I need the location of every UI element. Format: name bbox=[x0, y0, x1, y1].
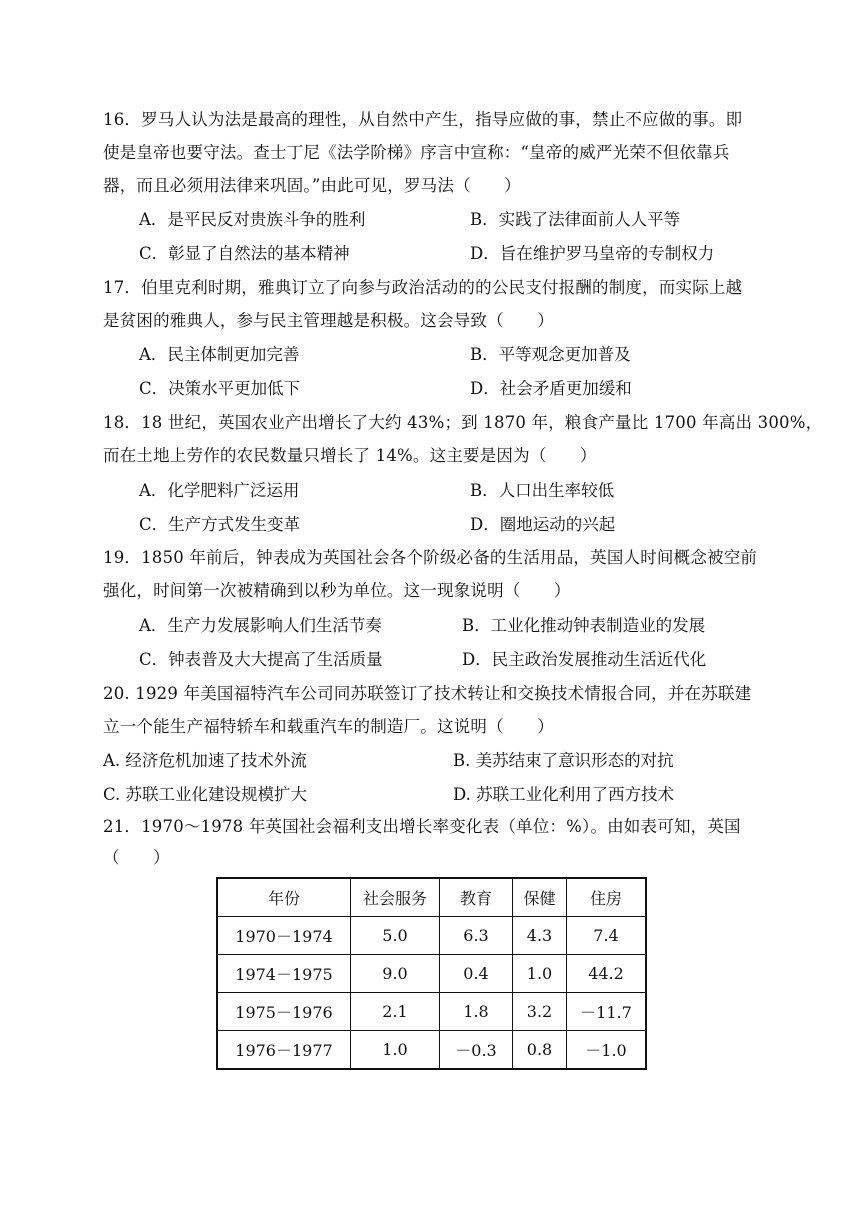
question-text-line: 19．1850 年前后，钟表成为英国社会各个阶级必备的生活用品，英国人时间概念被空前 bbox=[103, 548, 758, 567]
table-cell: 9.0 bbox=[351, 955, 440, 993]
option-d[interactable]: D．民主政治发展推动生活近代化 bbox=[462, 650, 707, 669]
table-row bbox=[217, 1031, 646, 1070]
question-text-line: 强化，时间第一次被精确到以秒为单位。这一现象说明（ ） bbox=[103, 581, 571, 600]
option-c[interactable]: C．彰显了自然法的基本精神 bbox=[139, 244, 350, 263]
option-c[interactable]: C. 苏联工业化建设规模扩大 bbox=[103, 785, 308, 804]
question-text-line: （ ） bbox=[103, 848, 170, 867]
table-cell: 6.3 bbox=[440, 917, 513, 955]
option-a[interactable]: A．民主体制更加完善 bbox=[139, 345, 300, 364]
table-cell: －1.0 bbox=[567, 1031, 647, 1070]
option-d[interactable]: D. 苏联工业化利用了西方技术 bbox=[453, 785, 675, 804]
option-d[interactable]: D．圈地运动的兴起 bbox=[470, 515, 616, 534]
question-text-line: 立一个能生产福特轿车和载重汽车的制造厂。这说明（ ） bbox=[103, 717, 554, 736]
option-a[interactable]: A．是平民反对贵族斗争的胜利 bbox=[139, 210, 366, 229]
option-c[interactable]: C．生产方式发生变革 bbox=[139, 515, 301, 534]
table-row bbox=[217, 917, 646, 955]
table-cell: 0.4 bbox=[440, 955, 513, 993]
table-cell: 1975－1976 bbox=[217, 993, 351, 1031]
option-d[interactable]: D．社会矛盾更加缓和 bbox=[470, 379, 632, 398]
option-b[interactable]: B．实践了法律面前人人平等 bbox=[470, 210, 681, 229]
table-cell: －11.7 bbox=[567, 993, 647, 1031]
option-a[interactable]: A. 经济危机加速了技术外流 bbox=[103, 751, 307, 770]
option-a[interactable]: A．化学肥料广泛运用 bbox=[139, 481, 300, 500]
table-cell: 4.3 bbox=[513, 917, 567, 955]
question-text-line: 17．伯里克利时期，雅典订立了向参与政治活动的的公民支付报酬的制度，而实际上越 bbox=[103, 278, 743, 297]
table-cell: 5.0 bbox=[351, 917, 440, 955]
table-cell: 3.2 bbox=[513, 993, 567, 1031]
table-header-cell: 住房 bbox=[567, 878, 647, 917]
table-row bbox=[217, 993, 646, 1031]
question-text-line: 16．罗马人认为法是最高的理性，从自然中产生，指导应做的事，禁止不应做的事。即 bbox=[103, 110, 743, 129]
table-cell: 1.8 bbox=[440, 993, 513, 1031]
question-text-line: 使是皇帝也要守法。查士丁尼《法学阶梯》序言中宣称：“皇帝的威严光荣不但依靠兵 bbox=[103, 143, 730, 162]
option-c[interactable]: C．决策水平更加低下 bbox=[139, 379, 301, 398]
table-header-row bbox=[217, 878, 646, 917]
table-cell: 1974－1975 bbox=[217, 955, 351, 993]
table-header-cell: 社会服务 bbox=[351, 878, 440, 917]
table-header-cell: 年份 bbox=[217, 878, 351, 917]
question-text-line: 21．1970～1978 年英国社会福利支出增长率变化表（单位：%）。由如表可知，英国 bbox=[103, 817, 741, 836]
table-row bbox=[217, 955, 646, 993]
table-cell: 7.4 bbox=[567, 917, 647, 955]
question-text-line: 器，而且必须用法律来巩固。”由此可见，罗马法（ ） bbox=[103, 176, 521, 195]
question-text-line: 20. 1929 年美国福特汽车公司同苏联签订了技术转让和交换技术情报合同，并在苏联建 bbox=[103, 684, 752, 703]
table-cell: 0.8 bbox=[513, 1031, 567, 1070]
table-header-cell: 保健 bbox=[513, 878, 567, 917]
question-text-line: 而在土地上劳作的农民数量只增长了 14%。这主要是因为（ ） bbox=[103, 446, 597, 465]
table-cell: 2.1 bbox=[351, 993, 440, 1031]
option-b[interactable]: B. 美苏结束了意识形态的对抗 bbox=[453, 751, 674, 770]
option-a[interactable]: A．生产力发展影响人们生活节奏 bbox=[139, 616, 382, 635]
table-cell: 1970－1974 bbox=[217, 917, 351, 955]
welfare-growth-table bbox=[216, 877, 647, 1070]
option-b[interactable]: B．人口出生率较低 bbox=[470, 481, 615, 500]
table-header-cell: 教育 bbox=[440, 878, 513, 917]
table-cell: 1.0 bbox=[351, 1031, 440, 1070]
table-cell: －0.3 bbox=[440, 1031, 513, 1070]
table-cell: 44.2 bbox=[567, 955, 647, 993]
question-text-line: 是贫困的雅典人，参与民主管理越是积极。这会导致（ ） bbox=[103, 311, 554, 330]
table-cell: 1.0 bbox=[513, 955, 567, 993]
table-cell: 1976－1977 bbox=[217, 1031, 351, 1070]
option-c[interactable]: C．钟表普及大大提高了生活质量 bbox=[139, 650, 383, 669]
option-b[interactable]: B．平等观念更加普及 bbox=[470, 345, 631, 364]
option-d[interactable]: D．旨在维护罗马皇帝的专制权力 bbox=[470, 244, 715, 263]
question-text-line: 18．18 世纪，英国农业产出增长了大约 43%；到 1870 年，粮食产量比 1700 年高出 300%， bbox=[103, 413, 823, 432]
option-b[interactable]: B．工业化推动钟表制造业的发展 bbox=[462, 616, 706, 635]
